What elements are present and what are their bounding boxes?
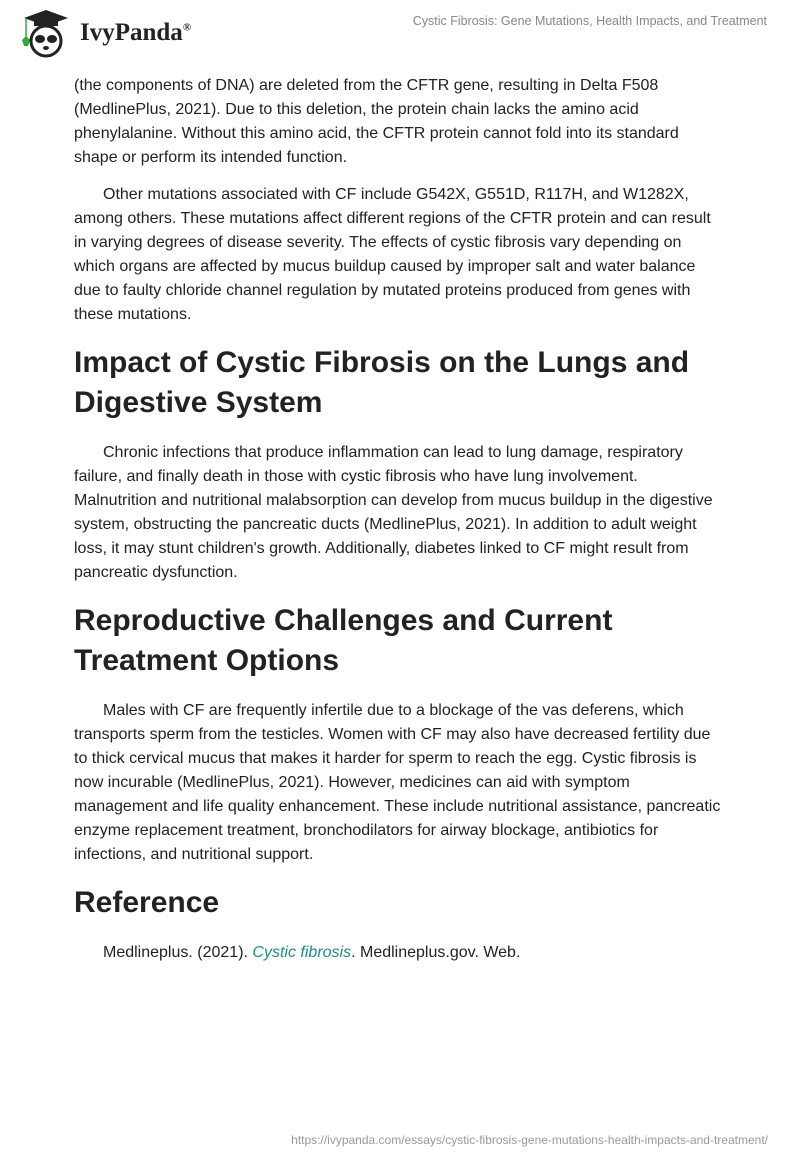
header-title: Cystic Fibrosis: Gene Mutations, Health Impacts, and Treatment [412,14,767,28]
footer-url: https://ivypanda.com/essays/cystic-fibrosis-gene-mutations-health-impacts-and-treatment/ [291,1133,768,1147]
section-heading: Reproductive Challenges and Current Treatment Options [74,604,613,677]
paragraph: Chronic infections that produce inflammation can lead to lung damage, respiratory failure, and finally death in those with cystic fibrosis who have lung involvement. Malnutrition and nutritional malabsorption can develop from mucus buildup in the digestive system, obstructing the pancreatic ducts (MedlinePlus, 2021). In addition to adult weight loss, it may stunt children's growth. Additionally, diabetes linked to CF might result from pancreatic dysfunction. [74,444,713,581]
paragraph: Males with CF are frequently infertile due to a blockage of the vas deferens, which transports sperm from the testicles. Women with CF may also have decreased fertility due to thick cervical mucus that makes it harder for sperm to reach the egg. Cystic fibrosis is now incurable (MedlinePlus, 2021). However, medicines can aid with symptom management and life quality enhancement. These include nutritional assistance, pancreatic enzyme replacement treatment, bronchodilators for airway blockage, antibiotics for infections, and nutritional support. [74,702,721,863]
essay-content [74,74,724,978]
reference-text: . Medlineplus.gov. Web. [351,944,521,961]
paragraph: (the components of DNA) are deleted from the CFTR gene, resulting in Delta F508 (MedlinePlus, 2021). Due to this deletion, the protein chain lacks the amino acid phenylalanine. Without this amino acid, the CFTR protein cannot fold into its standard shape or perform its intended function. [74,77,679,166]
brand-text: IvyPanda [80,19,183,46]
panda-logo-icon [18,8,74,58]
logo[interactable] [18,8,191,58]
reference-entry [74,941,724,965]
registered-mark: ® [182,21,192,34]
reference-text: Medlineplus. (2021). [103,944,253,961]
paragraph: Other mutations associated with CF include G542X, G551D, R117H, and W1282X, among others. These mutations affect different regions of the CFTR protein and can result in varying degrees of disease severity. The effects of cystic fibrosis vary depending on which organs are affected by mucus buildup caused by improper salt and water balance due to faulty chloride channel regulation by mutated proteins produced from genes with these mutations. [74,186,711,323]
section-heading: Reference [74,886,220,919]
reference-link[interactable]: Cystic fibrosis [252,944,352,961]
brand-name [80,19,191,47]
section-heading: Impact of Cystic Fibrosis on the Lungs and Digestive System [74,346,690,419]
